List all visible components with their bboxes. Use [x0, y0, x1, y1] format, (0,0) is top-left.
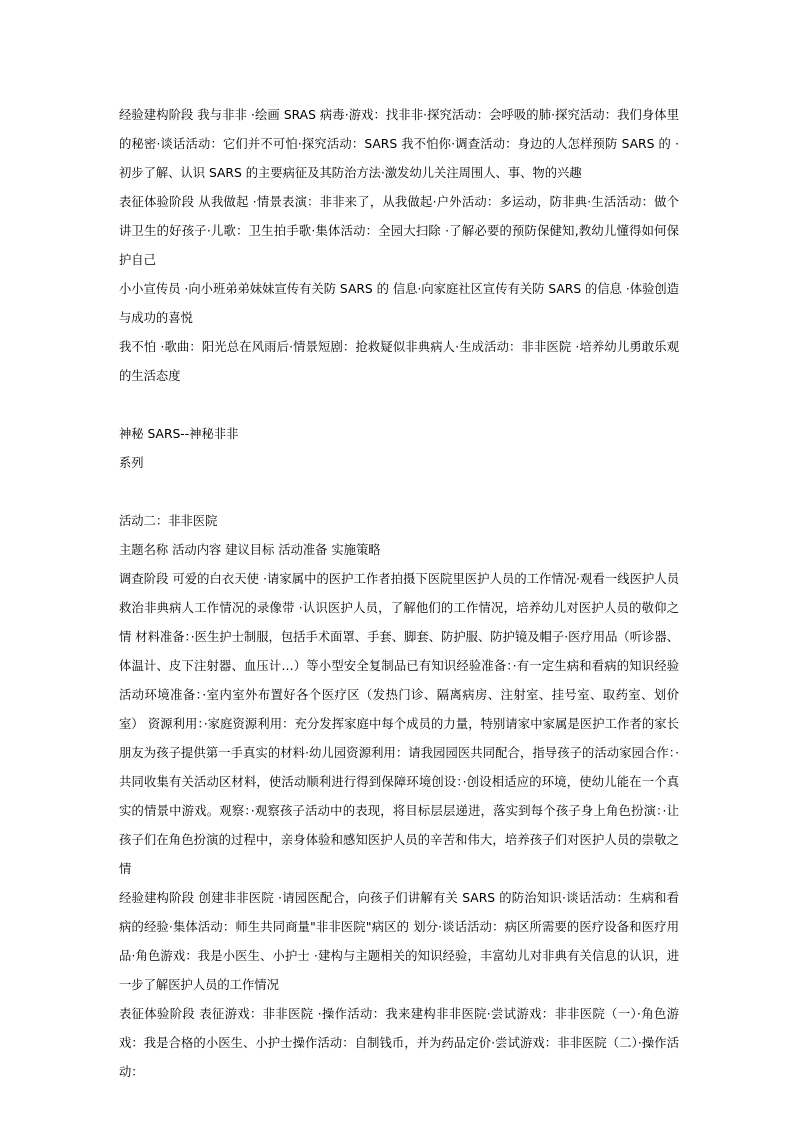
document-body: [119, 101, 679, 1087]
series-label: 系列: [119, 456, 144, 470]
paragraph-expression-stage-2: 表征体验阶段 表征游戏：非非医院 ·操作活动：我来建构非非医院·尝试游戏：非非医院（一）·角色游戏：我是合格的小医生、小护士操作活动：自制钱币，并为药品定价·尝试游戏：非非医院（二）·操作活动：: [119, 1007, 679, 1079]
activity-title: 活动二：非非医院: [119, 514, 218, 528]
blank-line: [119, 391, 679, 420]
paragraph-experience-stage-2: 经验建构阶段 创建非非医院 ·请园医配合，向孩子们讲解有关 SARS 的防治知识·谈话活动：生病和看病的经验·集体活动：师生共同商量"非非医院"病区的 划分·谈话活动：病区所需要的医疗设备和医疗用品·角色游戏：我是小医生、小护士 ·建构与主题相关的知识经验，丰富幼儿对非典有关信息的认识，进一步了解医护人员的工作情况: [119, 891, 679, 992]
paragraph-expression-stage-1: 表征体验阶段 从我做起 ·情景表演：非非来了，从我做起·户外活动：多运动，防非典·生活活动：做个讲卫生的好孩子·儿歌：卫生拍手歌·集体活动：全园大扫除 ·了解必要的预防保健知,教幼儿懂得如何保护自己: [119, 195, 679, 267]
table-header-line: 主题名称 活动内容 建议目标 活动准备 实施策略: [119, 543, 381, 557]
series-title: 神秘 SARS--神秘非非: [119, 427, 239, 441]
paragraph-not-afraid: 我不怕 ·歌曲：阳光总在风雨后·情景短剧：抢救疑似非典病人·生成活动：非非医院 ·培养幼儿勇敢乐观的生活态度: [119, 340, 679, 383]
blank-line: [119, 478, 679, 507]
paragraph-survey-stage: 调查阶段 可爱的白衣天使 ·请家属中的医护工作者拍摄下医院里医护人员的工作情况·观看一线医护人员救治非典病人工作情况的录像带 ·认识医护人员，了解他们的工作情况，培养幼儿对医护人员的敬仰之情 材料准备：·医生护士制服，包括手术面罩、手套、脚套、防护服、防护镜及帽子·医疗用品（听诊器、体温计、皮下注射器、血压计…）等小型安全复制品已有知识经验准备：·有一定生病和看病的知识经验活动环境准备：·室内室外布置好各个医疗区（发热门诊、隔离病房、注射室、挂号室、取药室、划价室） 资源利用：·家庭资源利用：充分发挥家庭中每个成员的力量，特别请家中家属是医护工作者的家长朋友为孩子提供第一手真实的材料·幼儿园资源利用：请我园园医共同配合，指导孩子的活动家园合作：·共同收集有关活动区材料，使活动顺利进行得到保障环境创设：·创设相适应的环境，使幼儿能在一个真实的情景中游戏。观察：·观察孩子活动中的表现，将目标层层递进，落实到每个孩子身上角色扮演：·让孩子们在角色扮演的过程中，亲身体验和感知医护人员的辛苦和伟大，培养孩子们对医护人员的崇敬之情: [119, 572, 679, 876]
paragraph-little-promoter: 小小宣传员 ·向小班弟弟妹妹宣传有关防 SARS 的 信息·向家庭社区宣传有关防 SARS 的信息 ·体验创造与成功的喜悦: [119, 282, 679, 325]
paragraph-experience-stage-1: 经验建构阶段 我与非非 ·绘画 SRAS 病毒·游戏：找非非·探究活动：会呼吸的肺·探究活动：我们身体里的秘密·谈话活动：它们并不可怕·探究活动：SARS 我不怕你·调查活动：身边的人怎样预防 SARS 的 ·初步了解、认识 SARS 的主要病征及其防治方法·激发幼儿关注周围人、事、物的兴趣: [119, 108, 679, 180]
